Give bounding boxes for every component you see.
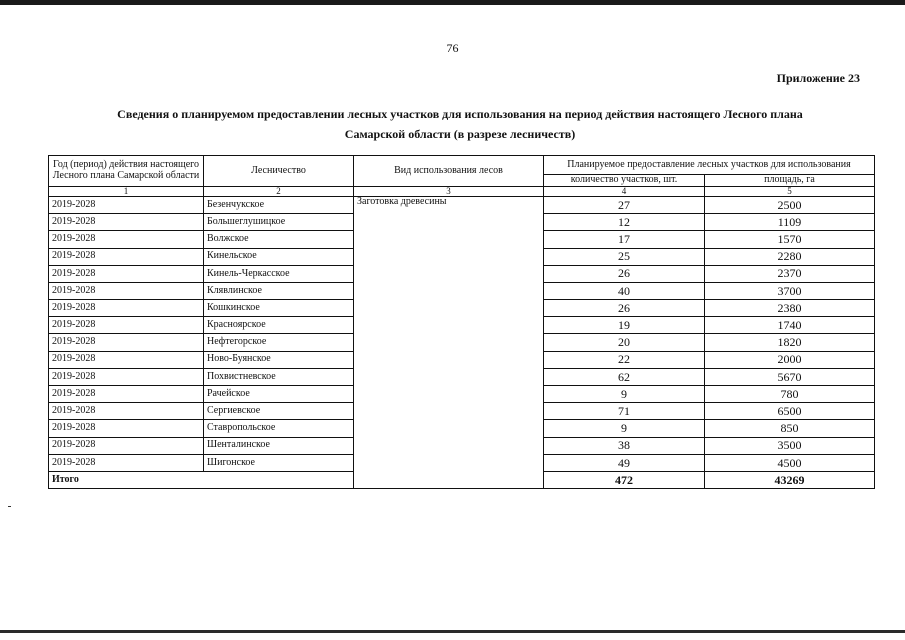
forestry-cell: Волжское <box>204 231 354 248</box>
area-cell: 3500 <box>705 437 875 454</box>
forestry-cell: Кинельское <box>204 248 354 265</box>
forestry-cell: Кошкинское <box>204 300 354 317</box>
header-forestry: Лесничество <box>204 156 354 187</box>
forestry-cell: Ново-Буянское <box>204 351 354 368</box>
count-cell: 12 <box>544 214 705 231</box>
count-cell: 20 <box>544 334 705 351</box>
document-title-line-1: Сведения о планируемом предоставлении лесных участков для использования на период действия настоящего Лесного плана <box>117 107 803 121</box>
count-cell: 22 <box>544 351 705 368</box>
column-number: 2 <box>204 186 354 196</box>
forestry-cell: Красноярское <box>204 317 354 334</box>
count-cell: 9 <box>544 386 705 403</box>
count-cell: 25 <box>544 248 705 265</box>
column-number: 5 <box>705 186 875 196</box>
period-cell: 2019-2028 <box>49 454 204 471</box>
area-cell: 850 <box>705 420 875 437</box>
period-cell: 2019-2028 <box>49 214 204 231</box>
forestry-cell: Шенталинское <box>204 437 354 454</box>
header-area: площадь, га <box>705 175 875 187</box>
count-cell: 27 <box>544 196 705 213</box>
period-cell: 2019-2028 <box>49 420 204 437</box>
count-cell: 62 <box>544 368 705 385</box>
area-cell: 2380 <box>705 300 875 317</box>
count-cell: 19 <box>544 317 705 334</box>
count-cell: 49 <box>544 454 705 471</box>
period-cell: 2019-2028 <box>49 282 204 299</box>
count-cell: 26 <box>544 265 705 282</box>
column-number-row <box>49 186 875 196</box>
area-cell: 1109 <box>705 214 875 231</box>
forestry-cell: Шигонское <box>204 454 354 471</box>
total-count: 472 <box>544 471 705 488</box>
document-title-line-2: Самарской области (в разрезе лесничеств) <box>344 127 576 141</box>
forestry-cell: Безенчукское <box>204 196 354 213</box>
total-area: 43269 <box>705 471 875 488</box>
scan-mark <box>8 506 11 507</box>
period-cell: 2019-2028 <box>49 368 204 385</box>
appendix-label: Приложение 23 <box>776 71 860 85</box>
area-cell: 3700 <box>705 282 875 299</box>
top-border <box>0 0 905 5</box>
forestry-cell: Рачейское <box>204 386 354 403</box>
forestry-cell: Сергиевское <box>204 403 354 420</box>
period-cell: 2019-2028 <box>49 317 204 334</box>
column-number: 3 <box>354 186 544 196</box>
count-cell: 40 <box>544 282 705 299</box>
period-cell: 2019-2028 <box>49 196 204 213</box>
header-period: Год (период) действия настоящего Лесного плана Самарской области <box>49 156 204 187</box>
period-cell: 2019-2028 <box>49 231 204 248</box>
forestry-cell: Клявлинское <box>204 282 354 299</box>
period-cell: 2019-2028 <box>49 334 204 351</box>
count-cell: 71 <box>544 403 705 420</box>
period-cell: 2019-2028 <box>49 248 204 265</box>
count-cell: 17 <box>544 231 705 248</box>
column-number: 4 <box>544 186 705 196</box>
area-cell: 5670 <box>705 368 875 385</box>
count-cell: 9 <box>544 420 705 437</box>
area-cell: 1570 <box>705 231 875 248</box>
area-cell: 6500 <box>705 403 875 420</box>
header-planned: Планируемое предоставление лесных участков для использования <box>544 156 875 175</box>
period-cell: 2019-2028 <box>49 437 204 454</box>
forestry-cell: Нефтегорское <box>204 334 354 351</box>
area-cell: 4500 <box>705 454 875 471</box>
area-cell: 2280 <box>705 248 875 265</box>
area-cell: 2370 <box>705 265 875 282</box>
count-cell: 26 <box>544 300 705 317</box>
header-count: количество участков, шт. <box>544 175 705 187</box>
period-cell: 2019-2028 <box>49 386 204 403</box>
bottom-border <box>0 630 905 633</box>
area-cell: 2000 <box>705 351 875 368</box>
forestry-cell: Ставропольское <box>204 420 354 437</box>
period-cell: 2019-2028 <box>49 351 204 368</box>
period-cell: 2019-2028 <box>49 265 204 282</box>
period-cell: 2019-2028 <box>49 300 204 317</box>
column-number: 1 <box>49 186 204 196</box>
header-usage: Вид использования лесов <box>354 156 544 187</box>
forest-plots-table <box>48 155 875 489</box>
area-cell: 1820 <box>705 334 875 351</box>
area-cell: 780 <box>705 386 875 403</box>
header-row-1 <box>49 156 875 175</box>
total-label: Итого <box>49 471 354 488</box>
forestry-cell: Большеглушицкое <box>204 214 354 231</box>
period-cell: 2019-2028 <box>49 403 204 420</box>
forestry-cell: Кинель-Черкасское <box>204 265 354 282</box>
count-cell: 38 <box>544 437 705 454</box>
area-cell: 2500 <box>705 196 875 213</box>
forestry-cell: Похвистневское <box>204 368 354 385</box>
usage-cell: Заготовка древесины <box>354 196 544 488</box>
page-number: 76 <box>446 41 459 55</box>
area-cell: 1740 <box>705 317 875 334</box>
table-row <box>49 196 875 213</box>
